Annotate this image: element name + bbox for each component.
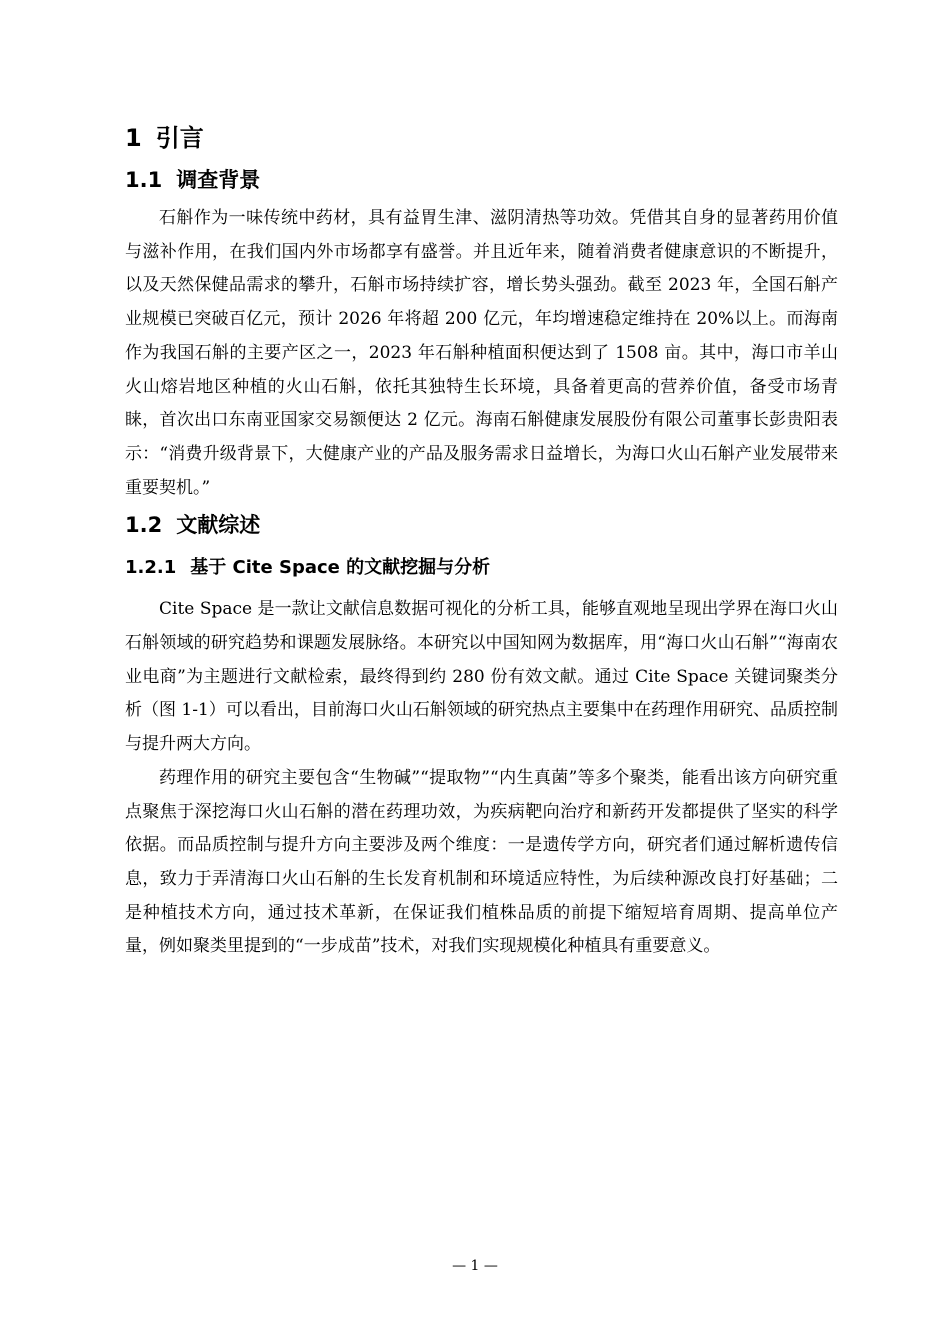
section-heading-1	[125, 118, 838, 158]
document-page	[125, 118, 838, 964]
section-number: 1	[125, 124, 142, 152]
paragraph-background: 石斛作为一味传统中药材，具有益胃生津、滋阴清热等功效。凭借其自身的显著药用价值与滋补作用，在我们国内外市场都享有盛誉。并且近年来，随着消费者健康意识的不断提升，以及天然保健品需求的攀升，石斛市场持续扩容，增长势头强劲。截至 2023 年，全国石斛产业规模已突破百亿元，预计 2026 年将超 200 亿元，年均增速稳定维持在 20%以上。而海南作为我国石斛的主要产区之一，2023 年石斛种植面积便达到了 1508 亩。其中，海口市羊山火山熔岩地区种植的火山石斛，依托其独特生长环境，具备着更高的营养价值，备受市场青睐，首次出口东南亚国家交易额便达 2 亿元。海南石斛健康发展股份有限公司董事长彭贵阳表示：“消费升级背景下，大健康产业的产品及服务需求日益增长，为海口火山石斛产业发展带来重要契机。”	[125, 208, 838, 498]
section-title: 文献综述	[176, 513, 261, 538]
section-number: 1.2.1	[125, 557, 177, 579]
section-title: 引言	[155, 124, 204, 152]
section-heading-1-2-1	[125, 551, 838, 585]
paragraph-research-directions: 药理作用的研究主要包含“生物碱”“提取物”“内生真菌”等多个聚类，能看出该方向研究重点聚焦于深挖海口火山石斛的潜在药理功效，为疾病靶向治疗和新药开发都提供了坚实的科学依据。而品质控制与提升方向主要涉及两个维度：一是遗传学方向，研究者们通过解析遗传信息，致力于弄清海口火山石斛的生长发育机制和环境适应特性，为后续种源改良打好基础；二是种植技术方向，通过技术革新，在保证我们植株品质的前提下缩短培育周期、提高单位产量，例如聚类里提到的“一步成苗”技术，对我们实现规模化种植具有重要意义。	[125, 767, 838, 957]
section-heading-1-1	[125, 162, 838, 198]
section-title: 基于 Cite Space 的文献挖掘与分析	[190, 557, 491, 579]
section-number: 1.2	[125, 513, 163, 538]
section-number: 1.1	[125, 168, 163, 192]
paragraph-citespace-intro: Cite Space 是一款让文献信息数据可视化的分析工具，能够直观地呈现出学界在海口火山石斛领域的研究趋势和课题发展脉络。本研究以中国知网为数据库，用“海口火山石斛”“海南农业电商”为主题进行文献检索，最终得到约 280 份有效文献。通过 Cite Space 关键词聚类分析（图 1-1）可以看出，目前海口火山石斛领域的研究热点主要集中在药理作用研究、品质控制与提升两大方向。	[125, 599, 838, 755]
section-heading-1-2	[125, 507, 838, 543]
page-number: — 1 —	[452, 1258, 498, 1274]
section-title: 调查背景	[176, 168, 261, 192]
